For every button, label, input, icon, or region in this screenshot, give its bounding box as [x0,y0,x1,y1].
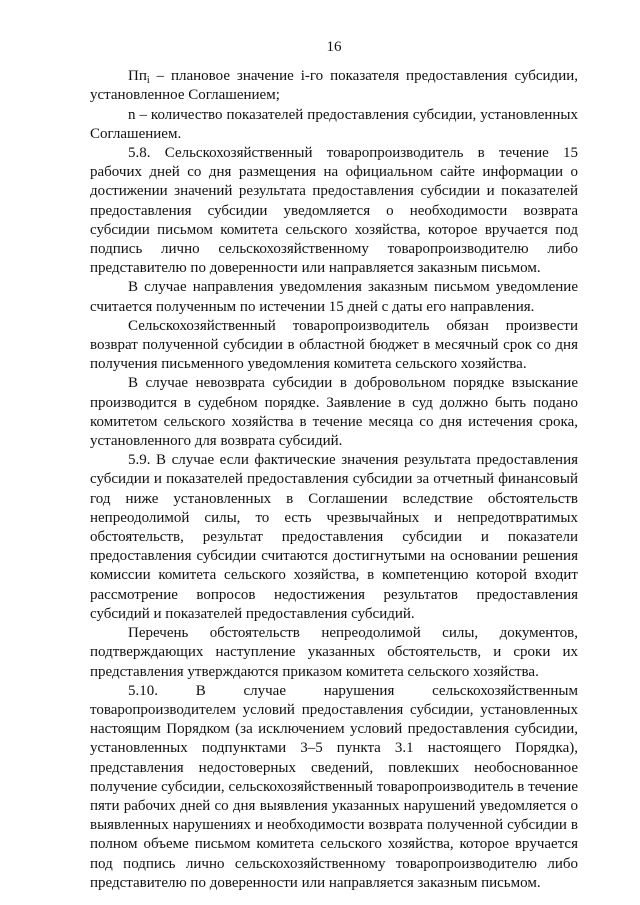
formula-symbol: Пп [128,68,147,85]
paragraph-refund-obligation: Сельскохозяйственный товаропроизводитель обязан произвести возврат полученной субсидии в областной бюджет в месячный срок со дня получения письменного уведомления комитета сельского хозяйства. [90,317,578,373]
clause-5-10: 5.10. В случае нарушения сельскохозяйственным товаропроизводителем условий предоставления субсидии, установленных настоящим Порядком (за исключением условий предоставления субсидии, установленных подпунктами 3–5 пункта 3.1 настоящего Порядка), представления недостоверных сведений, повлекших необоснованное получение субсидии, сельскохозяйственный товаропроизводитель в течение пяти рабочих дней со дня выявления указанных нарушений уведомляется о выявленных нарушениях и необходимости возврата полученной субсидии в полном объеме письмом комитета сельского хозяйства, которое вручается под подпись лично сельскохозяйственному товаропроизводителю либо представителю по доверенности или направляется заказным письмом. [90,682,578,891]
formula-definition-n: n – количество показателей предоставления субсидии, установленных Соглашением. [90,106,578,142]
paragraph-court-recovery: В случае невозврата субсидии в добровольном порядке взыскание производится в судебном порядке. Заявление в суд должно быть подано комитетом сельского хозяйства в течение месяца со дня истечения срока, установленного для возврата субсидий. [90,375,578,450]
formula-definition-text: – плановое значение i-го показателя предоставления субсидии, установленное Соглашением; [90,68,578,104]
page-number: 16 [326,39,342,55]
formula-subscript: i [146,75,150,87]
clause-5-8: 5.8. Сельскохозяйственный товаропроизводитель в течение 15 рабочих дней со дня размещения на официальном сайте информации о достижении значений результата предоставления субсидии и показателей предоставления субсидии уведомляется о необходимости возврата субсидии письмом комитета сельского хозяйства, которое вручается под подпись лично сельскохозяйственному товаропроизводителю либо представителю по доверенности или направляется заказным письмом. [90,145,578,277]
document-page [90,38,578,893]
formula-definition-pp [90,67,578,105]
paragraph-force-majeure-list: Перечень обстоятельств непреодолимой силы, документов, подтверждающих наступление указанных обстоятельств, и сроки их представления утверждаются приказом комитета сельского хозяйства. [90,625,578,680]
clause-5-9: 5.9. В случае если фактические значения результата предоставления субсидии и показателей предоставления субсидии за отчетный финансовый год ниже установленных в Соглашении вследствие обстоятельств непреодолимой силы, то есть чрезвычайных и непредотвратимых обстоятельств, результат предоставления субсидии и показатели предоставления субсидии считаются достигнутыми на основании решения комиссии комитета сельского хозяйства, в компетенцию которой входит рассмотрение вопросов недостижения результатов предоставления субсидий и показателей предоставления субсидий. [90,452,578,622]
paragraph-registered-letter: В случае направления уведомления заказным письмом уведомление считается полученным по истечении 15 дней с даты его направления. [90,279,578,315]
